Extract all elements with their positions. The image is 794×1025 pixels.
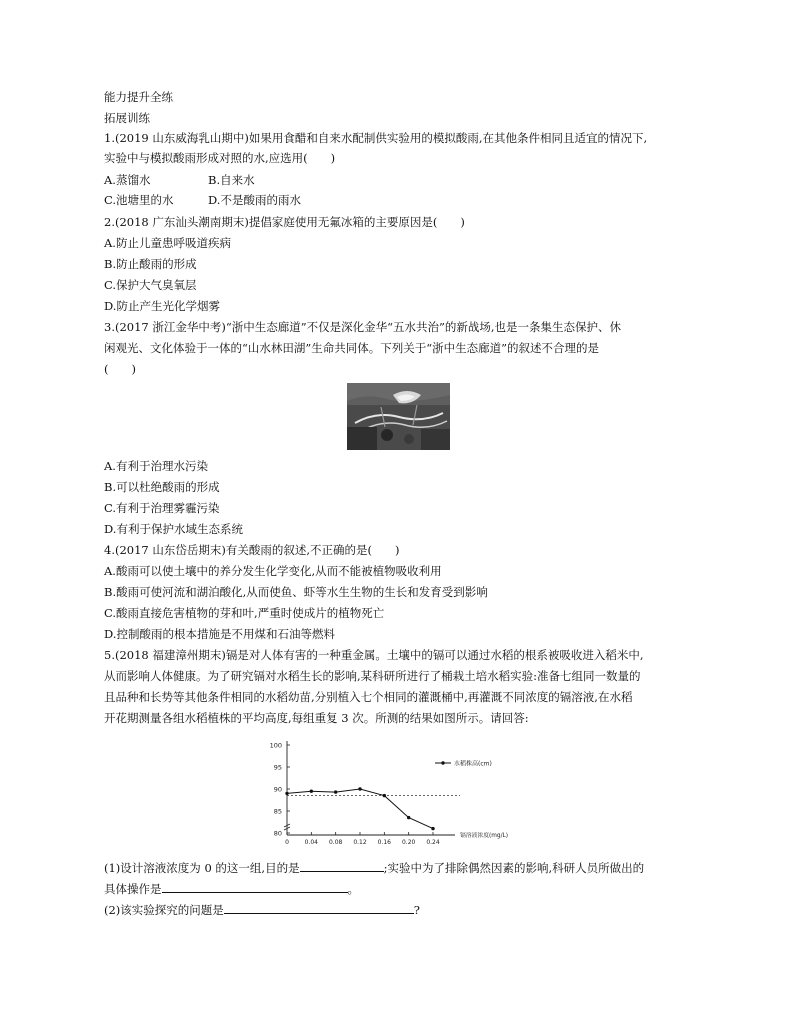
question-5-stem-line1: 5.(2018 福建漳州期末)镉是对人体有害的一种重金属。土壤中的镉可以通过水稻的根系被吸收进入稻米中, bbox=[104, 648, 644, 662]
question-2-option-d: D.防止产生光化学烟雾 bbox=[104, 299, 220, 313]
question-5-part-1-line2 bbox=[104, 881, 359, 896]
ecological-corridor-photo bbox=[347, 383, 450, 450]
x-tick-label: 0.12 bbox=[353, 839, 367, 846]
question-3-stem-line2: 闲观光、文化体验于一体的“山水林田湖”生命共同体。下列关于“浙中生态廊道”的叙述不合理的是 bbox=[104, 341, 600, 355]
y-tick-label: 100 bbox=[269, 741, 282, 750]
data-point bbox=[431, 827, 434, 830]
question-2-option-b: B.防止酸雨的形成 bbox=[104, 257, 197, 271]
question-5-part-1-line1 bbox=[104, 860, 644, 875]
question-3-option-c: C.有利于治理雾霾污染 bbox=[104, 501, 220, 515]
question-1-stem-line1: 1.(2019 山东威海乳山期中)如果用食醋和自来水配制供实验用的模拟酸雨,在其他条件相同且适宜的情况下, bbox=[104, 131, 648, 145]
data-point bbox=[358, 787, 361, 790]
section-subtitle: 拓展训练 bbox=[104, 111, 150, 125]
question-1-option-a: A.蒸馏水 bbox=[104, 173, 151, 187]
question-5-part-1-text-b: ;实验中为了排除偶然因素的影响,科研人员所做出的 bbox=[383, 861, 645, 875]
question-4-option-d: D.控制酸雨的根本措施是不用煤和石油等燃料 bbox=[104, 627, 335, 641]
question-3-stem-line3: ( ) bbox=[104, 362, 136, 376]
question-3-option-b: B.可以杜绝酸雨的形成 bbox=[104, 480, 220, 494]
legend-marker bbox=[441, 761, 444, 764]
data-point bbox=[310, 790, 313, 793]
question-5-part-1-text-a: (1)设计溶液浓度为 0 的这一组,目的是 bbox=[104, 861, 300, 875]
question-4-option-a: A.酸雨可以使土壤中的养分发生化学变化,从而不能被植物吸收利用 bbox=[104, 564, 442, 578]
question-3-stem-line1: 3.(2017 浙江金华中考)“浙中生态廊道”不仅是深化金华“五水共治”的新战场,也是一条集生态保护、休 bbox=[104, 320, 622, 334]
question-5-part-1-text-d: 。 bbox=[347, 882, 359, 896]
corridor-photo-image bbox=[347, 383, 450, 450]
question-4-option-c: C.酸雨直接危害植物的芽和叶,严重时使成片的植物死亡 bbox=[104, 606, 385, 620]
answer-blank-2[interactable] bbox=[162, 881, 348, 893]
answer-blank-1[interactable] bbox=[300, 860, 384, 872]
question-1-option-b: B.自来水 bbox=[208, 173, 255, 187]
x-tick-label: 0.04 bbox=[304, 839, 319, 846]
question-5-stem-line2: 从而影响人体健康。为了研究镉对水稻生长的影响,某科研所进行了桶栽土培水稻实验:准备七组同一数量的 bbox=[104, 669, 641, 683]
legend-label: 水稻株高(cm) bbox=[454, 760, 492, 768]
question-5-part-2-line bbox=[104, 902, 420, 917]
question-2-option-c: C.保护大气臭氧层 bbox=[104, 278, 197, 292]
x-tick-label: 0 bbox=[285, 839, 289, 846]
question-2-option-a: A.防止儿童患呼吸道疾病 bbox=[104, 236, 231, 250]
x-axis-label: 镉溶液浓度(mg/L) bbox=[460, 833, 509, 839]
x-tick-label: 0.16 bbox=[377, 839, 392, 846]
question-5-part-1-text-c: 具体操作是 bbox=[104, 882, 162, 896]
section-title: 能力提升全练 bbox=[104, 90, 173, 104]
data-point bbox=[383, 794, 386, 797]
data-point bbox=[334, 790, 337, 793]
question-5-part-2-text-b: ? bbox=[413, 903, 420, 917]
question-1-option-d: D.不是酸雨的雨水 bbox=[208, 193, 301, 207]
question-1-option-c: C.池塘里的水 bbox=[104, 193, 174, 207]
question-5-stem-line4: 开花期测量各组水稻植株的平均高度,每组重复 3 次。所测的结果如图所示。请回答: bbox=[104, 711, 529, 725]
question-4-stem: 4.(2017 山东岱岳期末)有关酸雨的叙述,不正确的是( ) bbox=[104, 543, 400, 557]
x-tick-label: 0.20 bbox=[401, 839, 416, 846]
y-tick-label: 85 bbox=[273, 807, 282, 816]
question-2-stem: 2.(2018 广东汕头潮南期末)提倡家庭使用无氟冰箱的主要原因是( ) bbox=[104, 215, 465, 229]
answer-blank-3[interactable] bbox=[224, 902, 414, 914]
y-tick-label: 95 bbox=[273, 763, 282, 772]
series-line bbox=[287, 789, 433, 829]
question-4-option-b: B.酸雨可使河流和湖泊酸化,从而使鱼、虾等水生生物的生长和发育受到影响 bbox=[104, 585, 488, 599]
question-3-option-d: D.有利于保护水域生态系统 bbox=[104, 522, 243, 536]
question-5-stem-line3: 且品种和长势等其他条件相同的水稻幼苗,分别植入七个相同的灌溉桶中,再灌溉不同浓度的镉溶液,在水稻 bbox=[104, 690, 633, 704]
y-tick-label: 90 bbox=[273, 785, 282, 794]
cadmium-height-chart bbox=[255, 735, 555, 850]
question-5-part-2-text-a: (2)该实验探究的问题是 bbox=[104, 903, 224, 917]
question-1-stem-line2: 实验中与模拟酸雨形成对照的水,应选用( ) bbox=[104, 151, 336, 165]
y-tick-label: 80 bbox=[273, 829, 282, 838]
data-point bbox=[285, 792, 288, 795]
question-3-option-a: A.有利于治理水污染 bbox=[104, 459, 208, 473]
x-tick-label: 0.24 bbox=[426, 839, 440, 846]
x-tick-label: 0.08 bbox=[328, 839, 343, 846]
data-point bbox=[407, 816, 410, 819]
